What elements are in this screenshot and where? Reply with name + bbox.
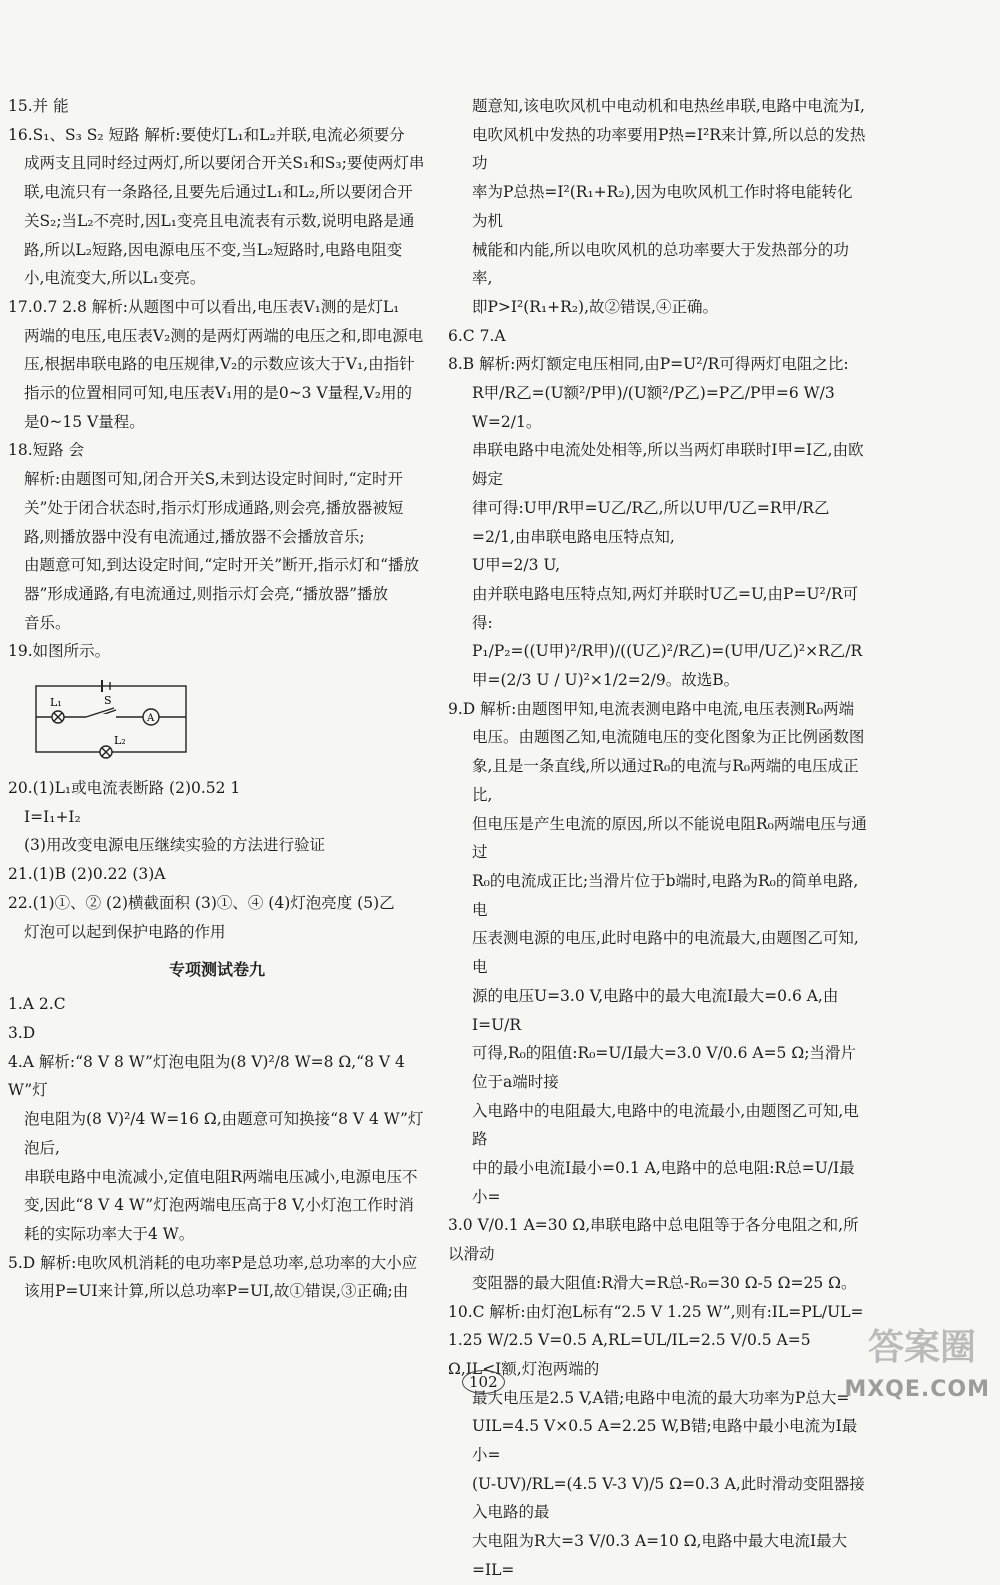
text-line: 串联电路中电流减小,定值电阻R两端电压减小,电源电压不 — [24, 1167, 418, 1186]
text-line: 源的电压U=3.0 V,电路中的最大电流I最大=0.6 A,由I=U/R — [472, 986, 839, 1034]
text-line: 19.如图所示。 — [8, 642, 111, 661]
text-line: 入电路中的电阻最大,电路中的电流最小,由题图乙可知,电路 — [472, 1101, 859, 1149]
text-line: 联,电流只有一条路径,且要先后通过L₁和L₂,所以要闭合开 — [24, 183, 413, 202]
page-number: 102 — [462, 1370, 505, 1394]
text-line: 率为P总热=I²(R₁+R₂),因为电吹风机工作时将电能转化为机 — [472, 183, 853, 230]
text-line: 可得,R₀的阻值:R₀=U/I最大=3.0 V/0.6 A=5 Ω;当滑片位于a端时接 — [472, 1044, 856, 1091]
text-line: 灯泡可以起到保护电路的作用 — [24, 922, 226, 941]
text-line: 路,则播放器中没有电流通过,播放器不会播放音乐; — [24, 527, 365, 546]
text-line: 1.A 2.C — [8, 995, 66, 1014]
circuit-label-a: A — [147, 713, 155, 725]
text-line: 音乐。 — [24, 613, 71, 632]
text-line: R₀的电流成正比;当滑片位于b端时,电路为R₀的简单电路,电 — [472, 871, 859, 919]
text-line: 6.C 7.A — [448, 326, 506, 345]
text-line: 中的最小电流I最小=0.1 A,电路中的总电阻:R总=U/I最小= — [472, 1159, 855, 1206]
text-line: 解析:由题图可知,闭合开关S,未到达设定时间时,“定时开 — [24, 470, 403, 489]
text-line: 15.并 能 — [8, 97, 69, 115]
watermark: MXQE.COM — [844, 1377, 990, 1402]
text-line: P₁/P₂=((U甲)²/R甲)/((U乙)²/R乙)=(U甲/U乙)²×R乙/R甲=(2/3 U / U)²×1/2=2/9。故选B。 — [472, 642, 863, 690]
text-line: 21.(1)B (2)0.22 (3)A — [8, 865, 166, 884]
text-line: 串联电路中电流处处相等,所以当两灯串联时I甲=I乙,由欧姆定 — [472, 441, 864, 489]
text-line: 20.(1)L₁或电流表断路 (2)0.52 1 — [8, 779, 241, 798]
circuit-label-s: S — [104, 694, 112, 708]
left-text-block-3 — [8, 990, 426, 1306]
text-line: 17.0.7 2.8 解析:从题图中可以看出,电压表V₁测的是灯L₁ — [8, 297, 400, 316]
text-line: 耗的实际功率大于4 W。 — [24, 1224, 195, 1243]
circuit-label-l2: L₂ — [114, 734, 126, 748]
text-line: 但电压是产生电流的原因,所以不能说电阻R₀两端电压与通过 — [472, 814, 867, 862]
text-line: 成两支且同时经过两灯,所以要闭合开关S₁和S₃;要使两灯串 — [24, 154, 425, 173]
text-line: 题意知,该电吹风机中电动机和电热丝串联,电路中电流为I, — [472, 97, 865, 115]
watermark-logo-text: 答案圈 — [867, 1327, 976, 1368]
text-line: 最大电压是2.5 V,A错;电路中电流的最大功率为P总大= — [472, 1388, 850, 1407]
text-line: 4.A 解析:“8 V 8 W”灯泡电阻为(8 V)²/8 W=8 Ω,“8 V 4 W”灯 — [8, 1052, 405, 1100]
text-line: 电吹风机中发热的功率要用P热=I²R来计算,所以总的发热功 — [472, 125, 866, 173]
text-line: 18.短路 会 — [8, 441, 85, 460]
text-line: 即P>I²(R₁+R₂),故②错误,④正确。 — [472, 297, 718, 316]
text-line: 大电阻为R大=3 V/0.3 A=10 Ω,电路中最大电流I最大=IL= — [472, 1532, 848, 1579]
text-line: 9.D 解析:由题图甲知,电流表测电路中电流,电压表测R₀两端 — [448, 699, 855, 718]
text-line: 变,因此“8 V 4 W”灯泡两端电压高于8 V,小灯泡工作时消 — [24, 1196, 414, 1215]
text-line: 3.0 V/0.1 A=30 Ω,串联电路中总电阻等于各分电阻之和,所以滑动 — [448, 1216, 859, 1264]
text-line: 指示的位置相同可知,电压表V₁用的是0~3 V量程,V₂用的 — [24, 384, 413, 403]
text-line: 是0~15 V量程。 — [24, 412, 145, 431]
text-line: 变阻器的最大阻值:R滑大=R总-R₀=30 Ω-5 Ω=25 Ω。 — [472, 1273, 857, 1292]
text-line: 3.D — [8, 1023, 36, 1042]
text-line: 压,根据串联电路的电压规律,V₂的示数应该大于V₁,由指针 — [24, 355, 415, 374]
text-line: R甲/R乙=(U额²/P甲)/(U额²/P乙)=P乙/P甲=6 W/3 W=2/1。 — [472, 384, 835, 431]
circuit-diagram — [26, 672, 196, 762]
text-line: 路,所以L₂短路,因电源电压不变,当L₂短路时,电路电阻变 — [24, 240, 403, 259]
left-text-block-2 — [8, 774, 426, 946]
text-line: 电压。由题图乙知,电流随电压的变化图象为正比例函数图 — [472, 728, 865, 747]
text-line: 16.S₁、S₃ S₂ 短路 解析:要使灯L₁和L₂并联,电流必须要分 — [8, 125, 405, 144]
text-line: 8.B 解析:两灯额定电压相同,由P=U²/R可得两灯电阻之比: — [448, 355, 849, 374]
text-line: 10.C 解析:由灯泡L标有“2.5 V 1.25 W”,则有:IL=PL/UL= — [448, 1302, 864, 1321]
text-line: 由题意可知,到达设定时间,“定时开关”断开,指示灯和“播放 — [24, 556, 420, 575]
text-line: (3)用改变电源电压继续实验的方法进行验证 — [24, 836, 325, 855]
text-line: 象,且是一条直线,所以通过R₀的电流与R₀两端的电压成正比, — [472, 757, 859, 804]
text-line: 由并联电路电压特点知,两灯并联时U乙=U,由P=U²/R可得: — [472, 584, 859, 632]
left-column — [8, 92, 426, 1306]
left-text-block — [8, 92, 426, 666]
text-line: 律可得:U甲/R甲=U乙/R乙,所以U甲/U乙=R甲/R乙=2/1,由串联电路电压特点知, — [472, 498, 830, 546]
text-line: 关S₂;当L₂不亮时,因L₁变亮且电流表有示数,说明电路是通 — [24, 211, 415, 230]
text-line: 器”形成通路,有电流通过,则指示灯会亮,“播放器”播放 — [24, 584, 389, 603]
right-column — [448, 92, 868, 1585]
text-line: (U-UV)/RL=(4.5 V-3 V)/5 Ω=0.3 A,此时滑动变阻器接入电路的最 — [472, 1474, 865, 1522]
section-title: 专项测试卷九 — [168, 960, 265, 980]
text-line: 压表测电源的电压,此时电路中的电流最大,由题图乙可知,电 — [472, 929, 859, 977]
text-line: 两端的电压,电压表V₂测的是两灯两端的电压之和,即电源电 — [24, 326, 424, 345]
text-line: 22.(1)①、② (2)横截面积 (3)①、④ (4)灯泡亮度 (5)乙 — [8, 893, 395, 912]
text-line: 械能和内能,所以电吹风机的总功率要大于发热部分的功率, — [472, 240, 849, 288]
text-line: 关”处于闭合状态时,指示灯形成通路,则会亮,播放器被短 — [24, 498, 404, 517]
circuit-label-l1: L₁ — [50, 696, 62, 710]
text-line: 该用P=UI来计算,所以总功率P=UI,故①错误,③正确;由 — [24, 1282, 409, 1301]
text-line: I=I₁+I₂ — [24, 807, 81, 826]
text-line: 泡电阻为(8 V)²/4 W=16 Ω,由题意可知换接“8 V 4 W”灯泡后, — [24, 1110, 424, 1157]
text-line: 小,电流变大,所以L₁变亮。 — [24, 269, 206, 288]
text-line: 1.25 W/2.5 V=0.5 A,RL=UL/IL=2.5 V/0.5 A=5 Ω,IL<I额,灯泡两端的 — [448, 1331, 811, 1378]
text-line: UIL=4.5 V×0.5 A=2.25 W,B错;电路中最小电流为I最小= — [472, 1417, 858, 1465]
right-text-block — [448, 92, 868, 1585]
text-line: 5.D 解析:电吹风机消耗的电功率P是总功率,总功率的大小应 — [8, 1253, 418, 1272]
text-line: U甲=2/3 U, — [472, 556, 560, 575]
